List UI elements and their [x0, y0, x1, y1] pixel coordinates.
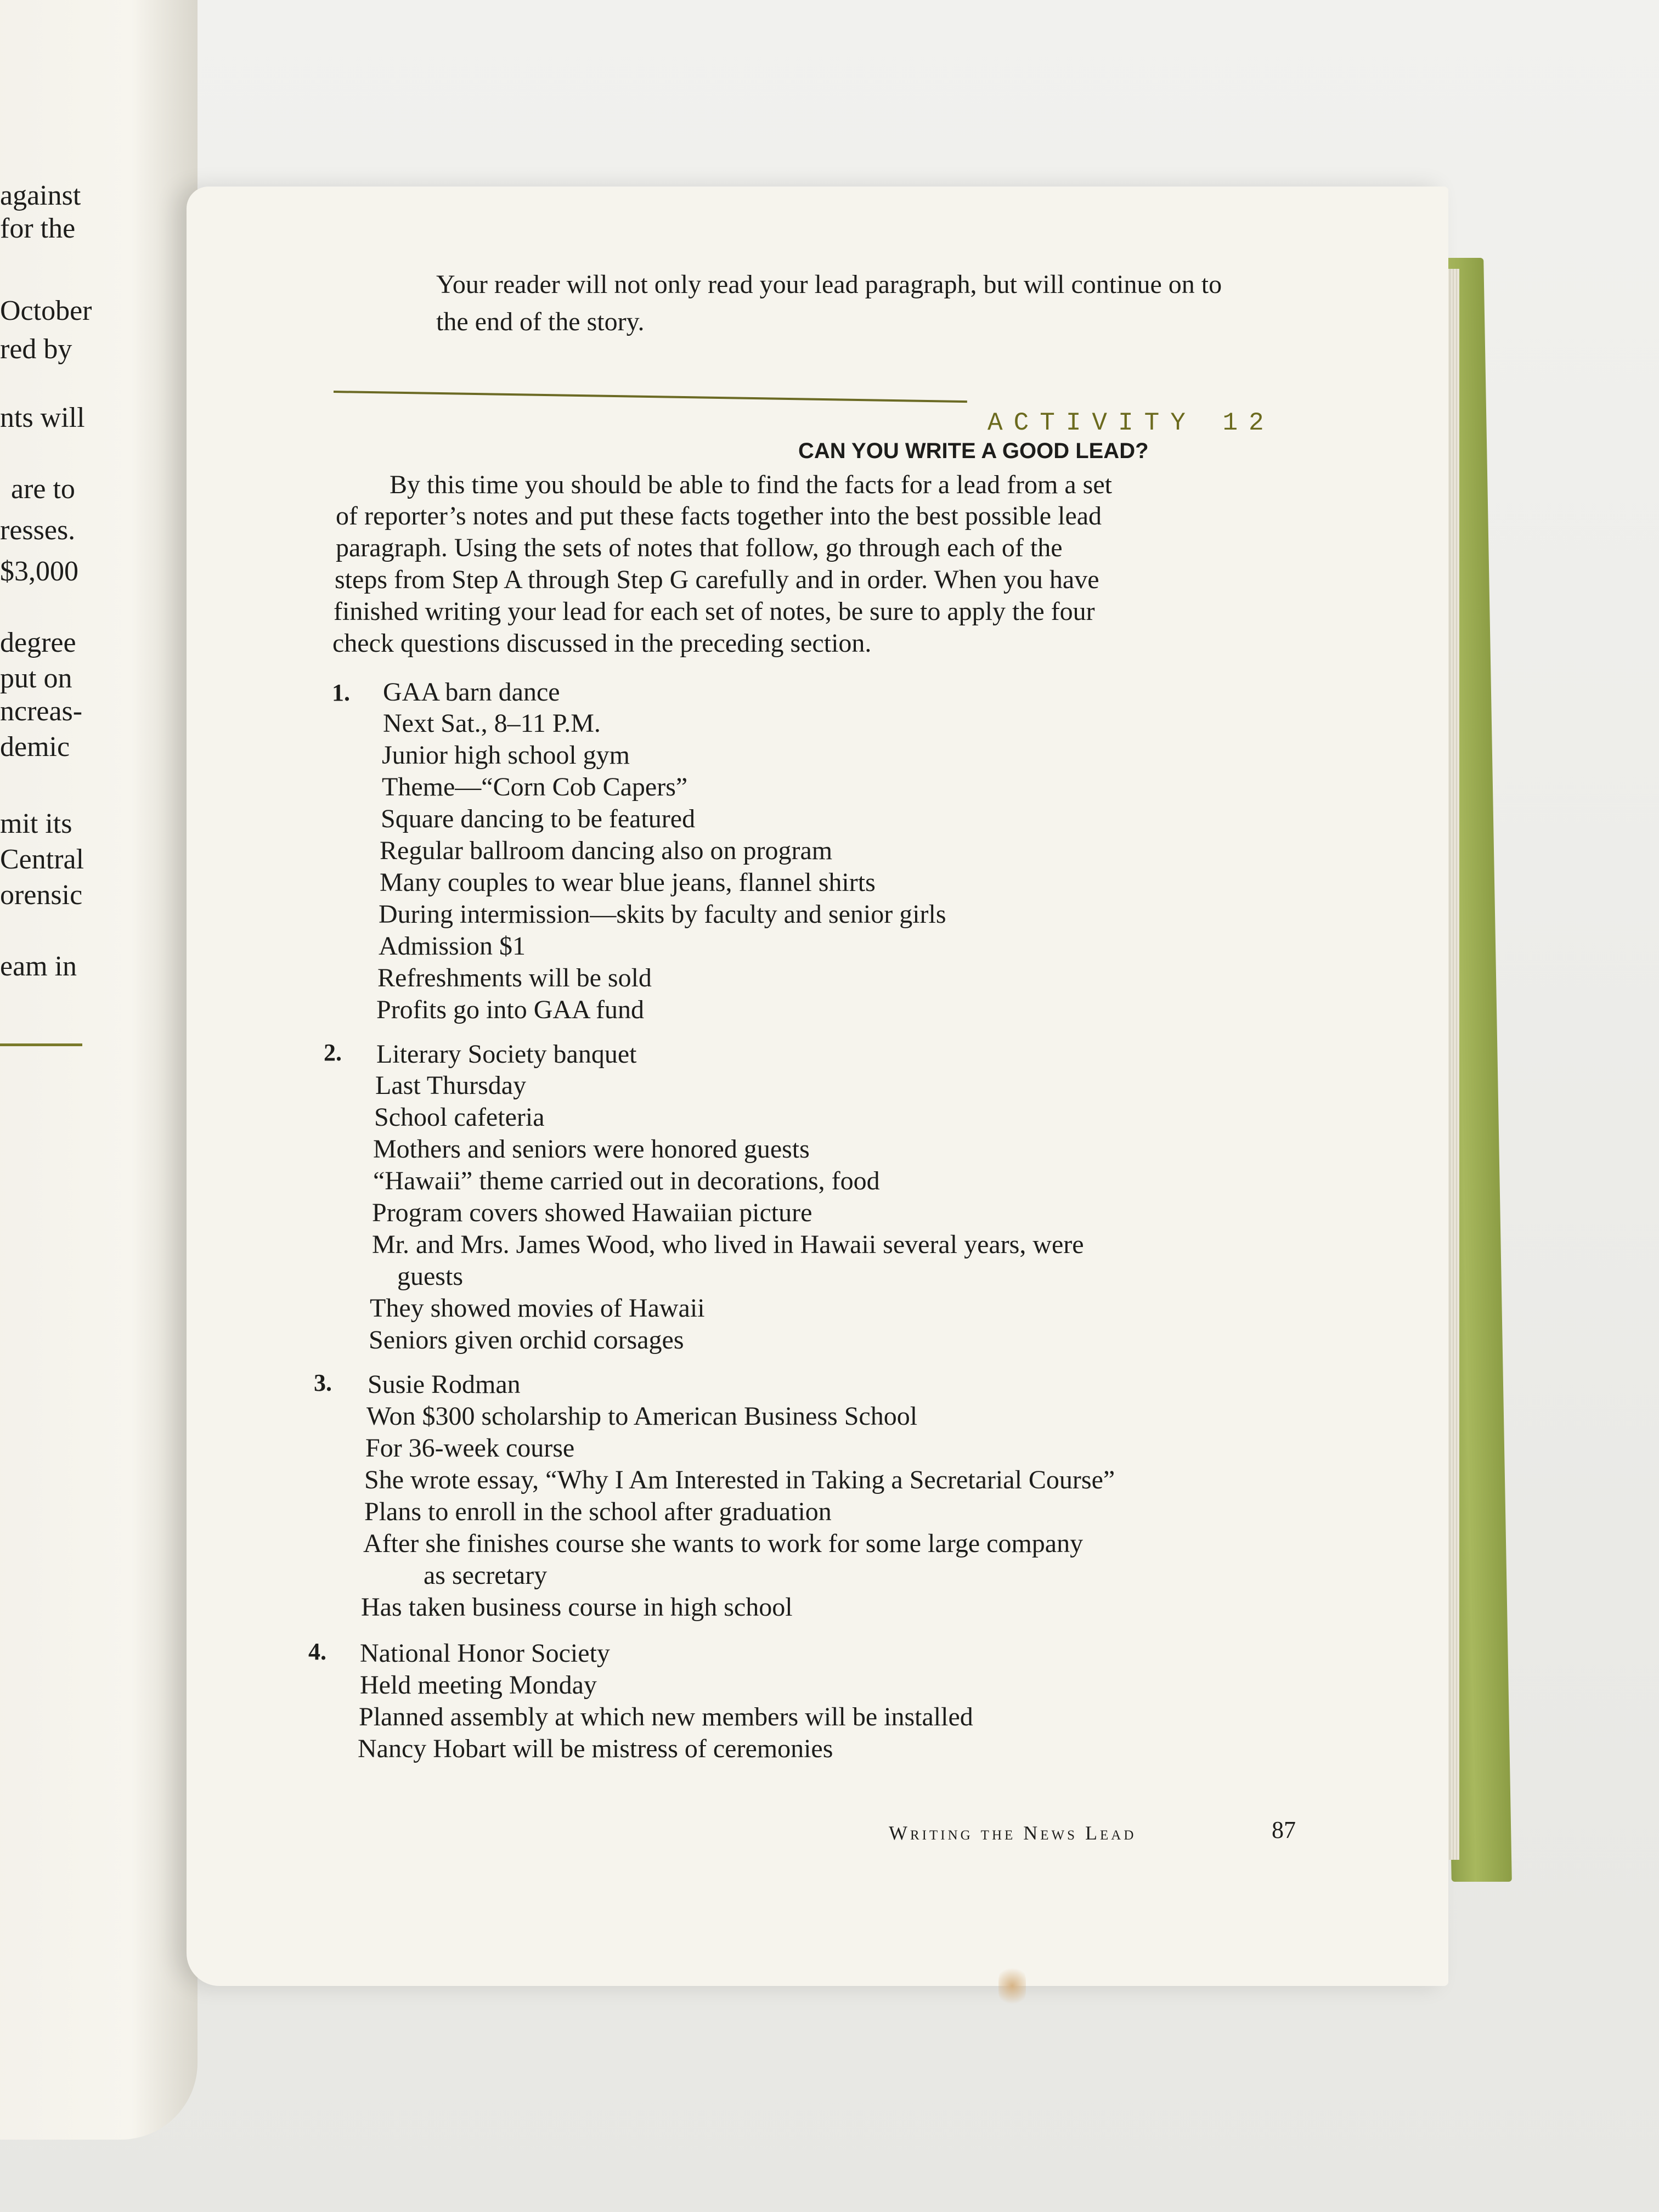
note-line: After she finishes course she wants to work for some large company	[363, 1529, 1084, 1558]
set-number: 4.	[308, 1638, 326, 1665]
left-fragment: against	[0, 180, 81, 211]
instruction-line: steps from Step A through Step G carefully and in order. When you have	[335, 565, 1099, 594]
set-number: 3.	[314, 1369, 332, 1396]
note-line: GAA barn dance	[383, 678, 560, 707]
note-line: Planned assembly at which new members will be installed	[359, 1702, 973, 1731]
note-line: Held meeting Monday	[360, 1671, 597, 1700]
note-line: Has taken business course in high school	[361, 1593, 793, 1622]
note-line: Last Thursday	[375, 1071, 527, 1100]
note-line: Next Sat., 8–11 P.M.	[383, 709, 601, 738]
note-line: Susie Rodman	[368, 1370, 521, 1399]
left-fragment: eam in	[0, 951, 77, 982]
instruction-line: check questions discussed in the preceding section.	[332, 629, 872, 658]
note-line: Junior high school gym	[382, 741, 630, 770]
left-fragment: $3,000	[0, 556, 78, 587]
left-fragment: resses.	[0, 515, 76, 546]
left-fragment: orensic	[0, 879, 83, 911]
instruction-line: finished writing your lead for each set of notes, be sure to apply the four	[334, 597, 1095, 626]
note-line: Mothers and seniors were honored guests	[373, 1135, 810, 1164]
note-line: Square dancing to be featured	[381, 804, 696, 833]
note-line: Program covers showed Hawaiian picture	[372, 1198, 812, 1227]
note-line: as secretary	[424, 1561, 548, 1590]
note-line: She wrote essay, “Why I Am Interested in Taking a Secretarial Course”	[364, 1465, 1115, 1494]
note-line: “Hawaii” theme carried out in decorations, food	[373, 1166, 880, 1195]
note-line: guests	[397, 1262, 463, 1291]
note-line: For 36-week course	[365, 1434, 575, 1463]
left-fragment: October	[0, 295, 92, 326]
note-line: Won $300 scholarship to American Business School	[366, 1402, 918, 1431]
note-line: Theme—“Corn Cob Capers”	[382, 772, 688, 802]
note-line: Plans to enroll in the school after graduation	[364, 1497, 832, 1526]
activity-heading: CAN YOU WRITE A GOOD LEAD?	[798, 439, 1149, 463]
note-line: National Honor Society	[360, 1639, 610, 1668]
note-line: During intermission—skits by faculty and senior girls	[379, 900, 946, 929]
instruction-line: By this time you should be able to find the facts for a lead from a set	[390, 470, 1112, 499]
running-footer: Writing the News Lead	[889, 1822, 1137, 1844]
note-line: Profits go into GAA fund	[376, 995, 645, 1024]
set-number: 1.	[332, 679, 350, 706]
left-fragment: red by	[0, 334, 72, 365]
note-line: Seniors given orchid corsages	[369, 1325, 684, 1355]
note-line: Mr. and Mrs. James Wood, who lived in Hawaii several years, were	[372, 1230, 1084, 1259]
left-fragment: for the	[0, 213, 76, 244]
note-line: School cafeteria	[374, 1103, 545, 1132]
page-stain	[998, 1964, 1026, 2008]
activity-rule	[334, 391, 967, 403]
left-fragment: are to	[11, 473, 75, 505]
instruction-line: of reporter’s notes and put these facts together into the best possible lead	[336, 501, 1102, 531]
left-fragment: mit its	[0, 808, 72, 839]
activity-label: ACTIVITY 12	[988, 409, 1275, 437]
note-line: They showed movies of Hawaii	[370, 1294, 705, 1323]
page-number: 87	[1272, 1816, 1296, 1843]
note-line: Many couples to wear blue jeans, flannel shirts	[380, 868, 876, 897]
intro-line: Your reader will not only read your lead paragraph, but will continue on to	[436, 270, 1222, 299]
note-line: Regular ballroom dancing also on program	[380, 836, 833, 865]
left-fragment: degree	[0, 627, 76, 658]
left-fragment: put on	[0, 663, 72, 694]
left-fragment: Central	[0, 844, 84, 875]
left-fragment: nts will	[0, 402, 85, 433]
set-number: 2.	[324, 1039, 342, 1066]
note-line: Refreshments will be sold	[377, 963, 652, 992]
note-line: Nancy Hobart will be mistress of ceremonies	[358, 1734, 833, 1763]
instruction-line: paragraph. Using the sets of notes that follow, go through each of the	[336, 533, 1063, 562]
left-fragment: demic	[0, 731, 70, 763]
note-line: Literary Society banquet	[376, 1040, 637, 1069]
intro-line: the end of the story.	[436, 307, 645, 336]
note-line: Admission $1	[379, 932, 526, 961]
left-fragment: ncreas-	[0, 696, 83, 727]
